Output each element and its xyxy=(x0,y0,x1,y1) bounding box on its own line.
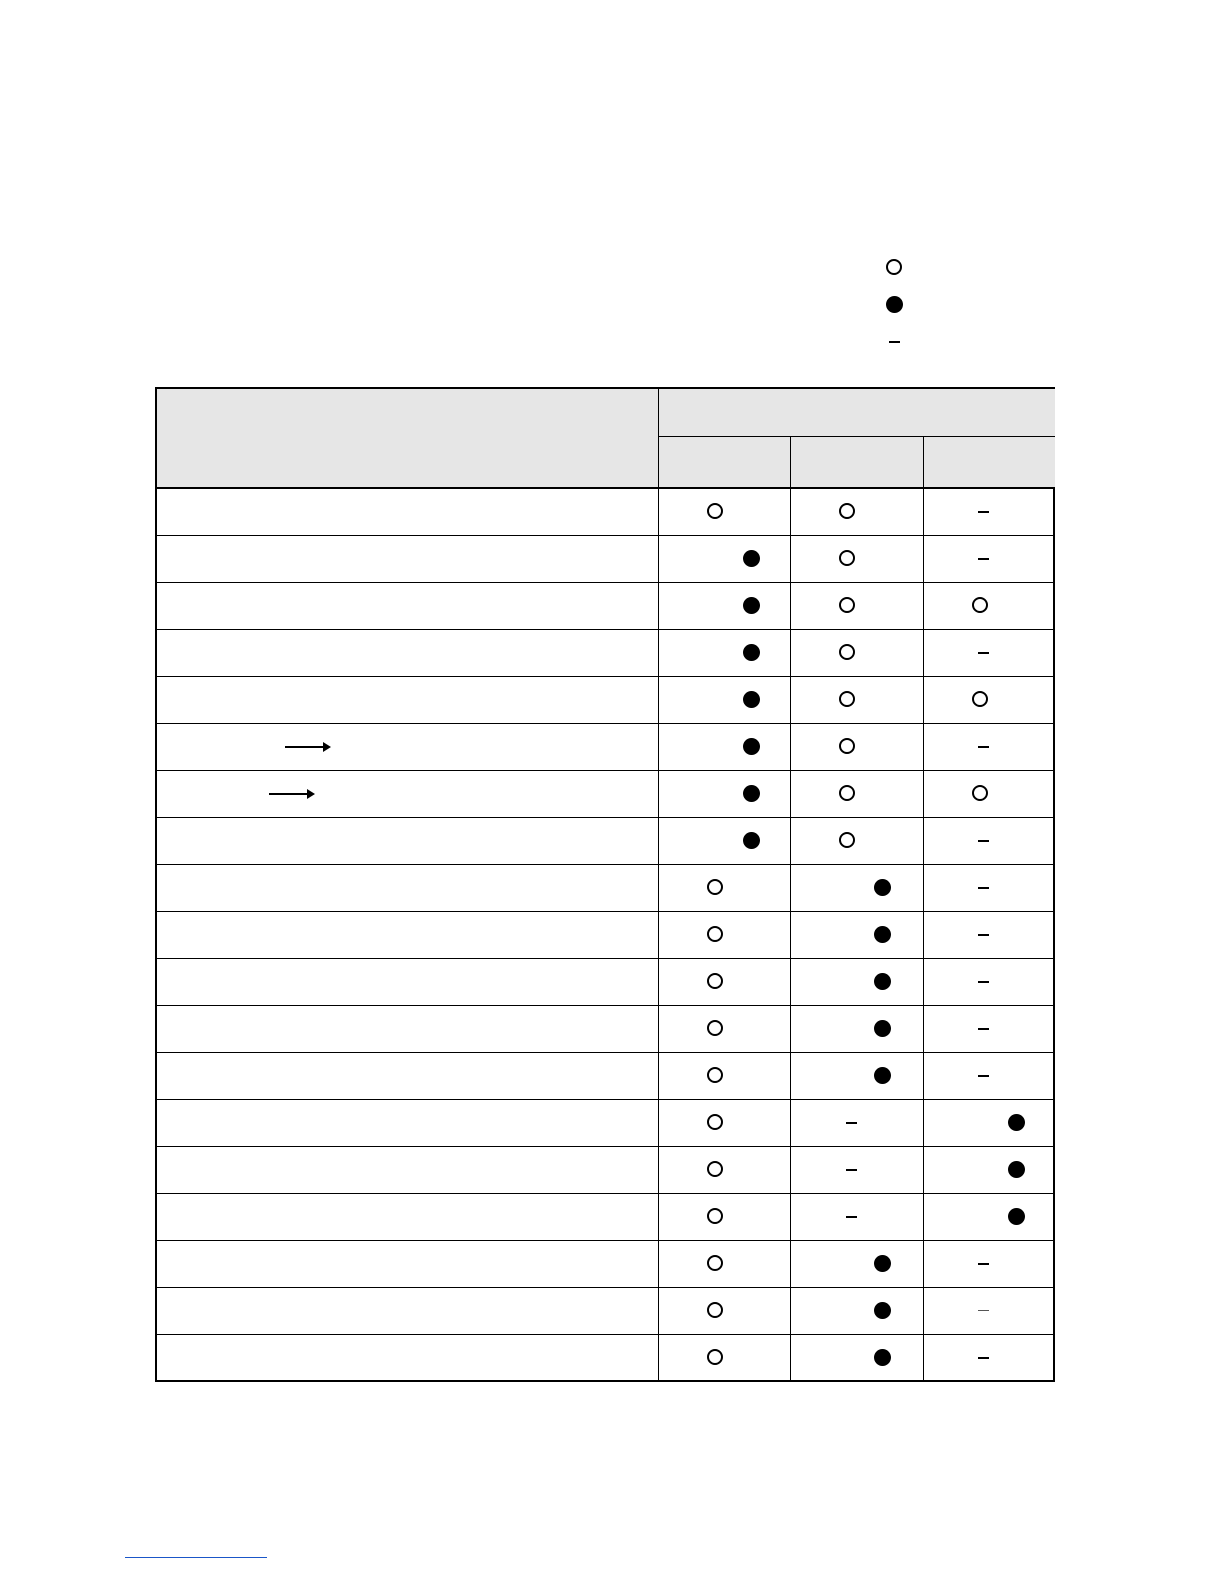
dash-icon xyxy=(978,652,989,654)
table-row xyxy=(157,912,1053,959)
open-circle-icon xyxy=(886,259,902,275)
cell-c2 xyxy=(791,489,924,535)
cell-c1 xyxy=(659,1194,791,1240)
row-label-cell xyxy=(157,1053,659,1099)
filled-circle-icon xyxy=(743,738,760,755)
row-label-cell xyxy=(157,865,659,911)
dash-icon xyxy=(978,981,989,983)
open-circle-icon xyxy=(707,1020,723,1036)
open-circle-icon xyxy=(972,597,988,613)
open-circle-icon xyxy=(839,691,855,707)
cell-c3 xyxy=(924,1288,1053,1334)
cell-c3 xyxy=(924,865,1053,911)
open-circle-icon xyxy=(707,1255,723,1271)
open-circle-icon xyxy=(972,691,988,707)
open-circle-icon xyxy=(707,1067,723,1083)
cell-c1 xyxy=(659,1288,791,1334)
cell-c1 xyxy=(659,912,791,958)
filled-circle-icon xyxy=(874,879,891,896)
cell-c1 xyxy=(659,818,791,864)
legend-item xyxy=(878,327,918,364)
row-label-cell xyxy=(157,1335,659,1382)
cell-c3 xyxy=(924,536,1053,582)
open-circle-icon xyxy=(707,926,723,942)
cell-c3 xyxy=(924,1147,1053,1193)
cell-c3 xyxy=(924,1006,1053,1052)
right-arrow-icon xyxy=(285,746,325,748)
cell-c1 xyxy=(659,1100,791,1146)
dash-icon xyxy=(978,746,989,748)
row-label-cell xyxy=(157,959,659,1005)
cell-c1 xyxy=(659,630,791,676)
cell-c3 xyxy=(924,1053,1053,1099)
right-arrow-icon xyxy=(269,793,309,795)
cell-c2 xyxy=(791,865,924,911)
cell-c3 xyxy=(924,1335,1053,1382)
cell-c3 xyxy=(924,771,1053,817)
row-label-cell xyxy=(157,771,659,817)
legend-item xyxy=(878,253,918,290)
dash-icon xyxy=(846,1122,857,1124)
cell-c2 xyxy=(791,1147,924,1193)
open-circle-icon xyxy=(839,597,855,613)
open-circle-icon xyxy=(839,644,855,660)
cell-c2 xyxy=(791,1288,924,1334)
table-row xyxy=(157,1194,1053,1241)
table-row xyxy=(157,536,1053,583)
filled-circle-icon xyxy=(743,785,760,802)
cell-c2 xyxy=(791,630,924,676)
header-column-group xyxy=(659,389,1055,437)
cell-c1 xyxy=(659,724,791,770)
dash-icon xyxy=(978,887,989,889)
header-column-1 xyxy=(659,437,791,489)
row-label-cell xyxy=(157,1147,659,1193)
table-row xyxy=(157,1147,1053,1194)
open-circle-icon xyxy=(707,1208,723,1224)
row-label-cell xyxy=(157,630,659,676)
table-row xyxy=(157,1241,1053,1288)
open-circle-icon xyxy=(839,832,855,848)
table-row xyxy=(157,630,1053,677)
filled-circle-icon xyxy=(874,1349,891,1366)
table-row xyxy=(157,583,1053,630)
row-label-cell xyxy=(157,677,659,723)
cell-c2 xyxy=(791,1006,924,1052)
cell-c3 xyxy=(924,912,1053,958)
cell-c1 xyxy=(659,677,791,723)
footnote-separator xyxy=(125,1557,267,1558)
table-row xyxy=(157,959,1053,1006)
cell-c2 xyxy=(791,818,924,864)
symbol-matrix-table xyxy=(155,387,1055,1382)
dash-icon xyxy=(978,511,989,513)
filled-circle-icon xyxy=(743,691,760,708)
open-circle-icon xyxy=(707,973,723,989)
cell-c2 xyxy=(791,1194,924,1240)
filled-circle-icon xyxy=(1008,1208,1025,1225)
filled-circle-icon xyxy=(874,926,891,943)
row-label-cell xyxy=(157,583,659,629)
cell-c3 xyxy=(924,1241,1053,1287)
cell-c3 xyxy=(924,724,1053,770)
cell-c2 xyxy=(791,724,924,770)
filled-circle-icon xyxy=(1008,1114,1025,1131)
cell-c2 xyxy=(791,536,924,582)
cell-c1 xyxy=(659,489,791,535)
table-row xyxy=(157,489,1053,536)
cell-c1 xyxy=(659,1006,791,1052)
filled-circle-icon xyxy=(874,1255,891,1272)
dash-icon xyxy=(846,1169,857,1171)
cell-c3 xyxy=(924,818,1053,864)
cell-c2 xyxy=(791,677,924,723)
filled-circle-icon xyxy=(886,296,903,313)
dash-icon xyxy=(978,840,989,842)
filled-circle-icon xyxy=(743,644,760,661)
table-row xyxy=(157,771,1053,818)
open-circle-icon xyxy=(707,1114,723,1130)
cell-c1 xyxy=(659,1147,791,1193)
filled-circle-icon xyxy=(874,1020,891,1037)
dash-icon xyxy=(978,558,989,560)
dash-icon xyxy=(978,1075,989,1077)
row-label-cell xyxy=(157,724,659,770)
filled-circle-icon xyxy=(874,973,891,990)
cell-c3 xyxy=(924,1194,1053,1240)
legend-item xyxy=(878,290,918,327)
cell-c3 xyxy=(924,1100,1053,1146)
open-circle-icon xyxy=(839,738,855,754)
cell-c1 xyxy=(659,536,791,582)
table-row xyxy=(157,724,1053,771)
table-row xyxy=(157,1100,1053,1147)
open-circle-icon xyxy=(839,785,855,801)
dash-icon xyxy=(889,341,900,343)
row-label-cell xyxy=(157,536,659,582)
cell-c2 xyxy=(791,1053,924,1099)
open-circle-icon xyxy=(707,879,723,895)
dash-icon xyxy=(978,934,989,936)
header-column-2 xyxy=(791,437,924,489)
cell-c2 xyxy=(791,959,924,1005)
cell-c1 xyxy=(659,959,791,1005)
row-label-cell xyxy=(157,1194,659,1240)
cell-c3 xyxy=(924,630,1053,676)
row-label-cell xyxy=(157,489,659,535)
open-circle-icon xyxy=(707,503,723,519)
cell-c2 xyxy=(791,1100,924,1146)
open-circle-icon xyxy=(707,1161,723,1177)
row-label-cell xyxy=(157,912,659,958)
cell-c2 xyxy=(791,583,924,629)
header-row-label-cell xyxy=(157,389,659,489)
row-label-cell xyxy=(157,1288,659,1334)
table-row xyxy=(157,865,1053,912)
open-circle-icon xyxy=(707,1302,723,1318)
open-circle-icon xyxy=(707,1349,723,1365)
filled-circle-icon xyxy=(874,1302,891,1319)
cell-c1 xyxy=(659,583,791,629)
row-label-cell xyxy=(157,1100,659,1146)
open-circle-icon xyxy=(972,785,988,801)
table-row xyxy=(157,677,1053,724)
dash-icon xyxy=(978,1310,989,1311)
row-label-cell xyxy=(157,818,659,864)
table-row xyxy=(157,1006,1053,1053)
dash-icon xyxy=(978,1263,989,1265)
filled-circle-icon xyxy=(743,597,760,614)
cell-c1 xyxy=(659,865,791,911)
cell-c1 xyxy=(659,1241,791,1287)
symbol-legend xyxy=(878,253,918,364)
open-circle-icon xyxy=(839,503,855,519)
table-row xyxy=(157,818,1053,865)
row-label-cell xyxy=(157,1241,659,1287)
cell-c1 xyxy=(659,1053,791,1099)
header-column-3 xyxy=(924,437,1055,489)
open-circle-icon xyxy=(839,550,855,566)
row-label-cell xyxy=(157,1006,659,1052)
filled-circle-icon xyxy=(743,832,760,849)
cell-c2 xyxy=(791,1241,924,1287)
filled-circle-icon xyxy=(1008,1161,1025,1178)
cell-c1 xyxy=(659,1335,791,1382)
dash-icon xyxy=(978,1357,989,1359)
table-row xyxy=(157,1288,1053,1335)
cell-c1 xyxy=(659,771,791,817)
filled-circle-icon xyxy=(743,550,760,567)
filled-circle-icon xyxy=(874,1067,891,1084)
cell-c2 xyxy=(791,1335,924,1382)
dash-icon xyxy=(846,1216,857,1218)
cell-c2 xyxy=(791,771,924,817)
cell-c3 xyxy=(924,677,1053,723)
dash-icon xyxy=(978,1028,989,1030)
table-row xyxy=(157,1335,1053,1382)
cell-c3 xyxy=(924,489,1053,535)
cell-c3 xyxy=(924,959,1053,1005)
cell-c3 xyxy=(924,583,1053,629)
table-row xyxy=(157,1053,1053,1100)
cell-c2 xyxy=(791,912,924,958)
